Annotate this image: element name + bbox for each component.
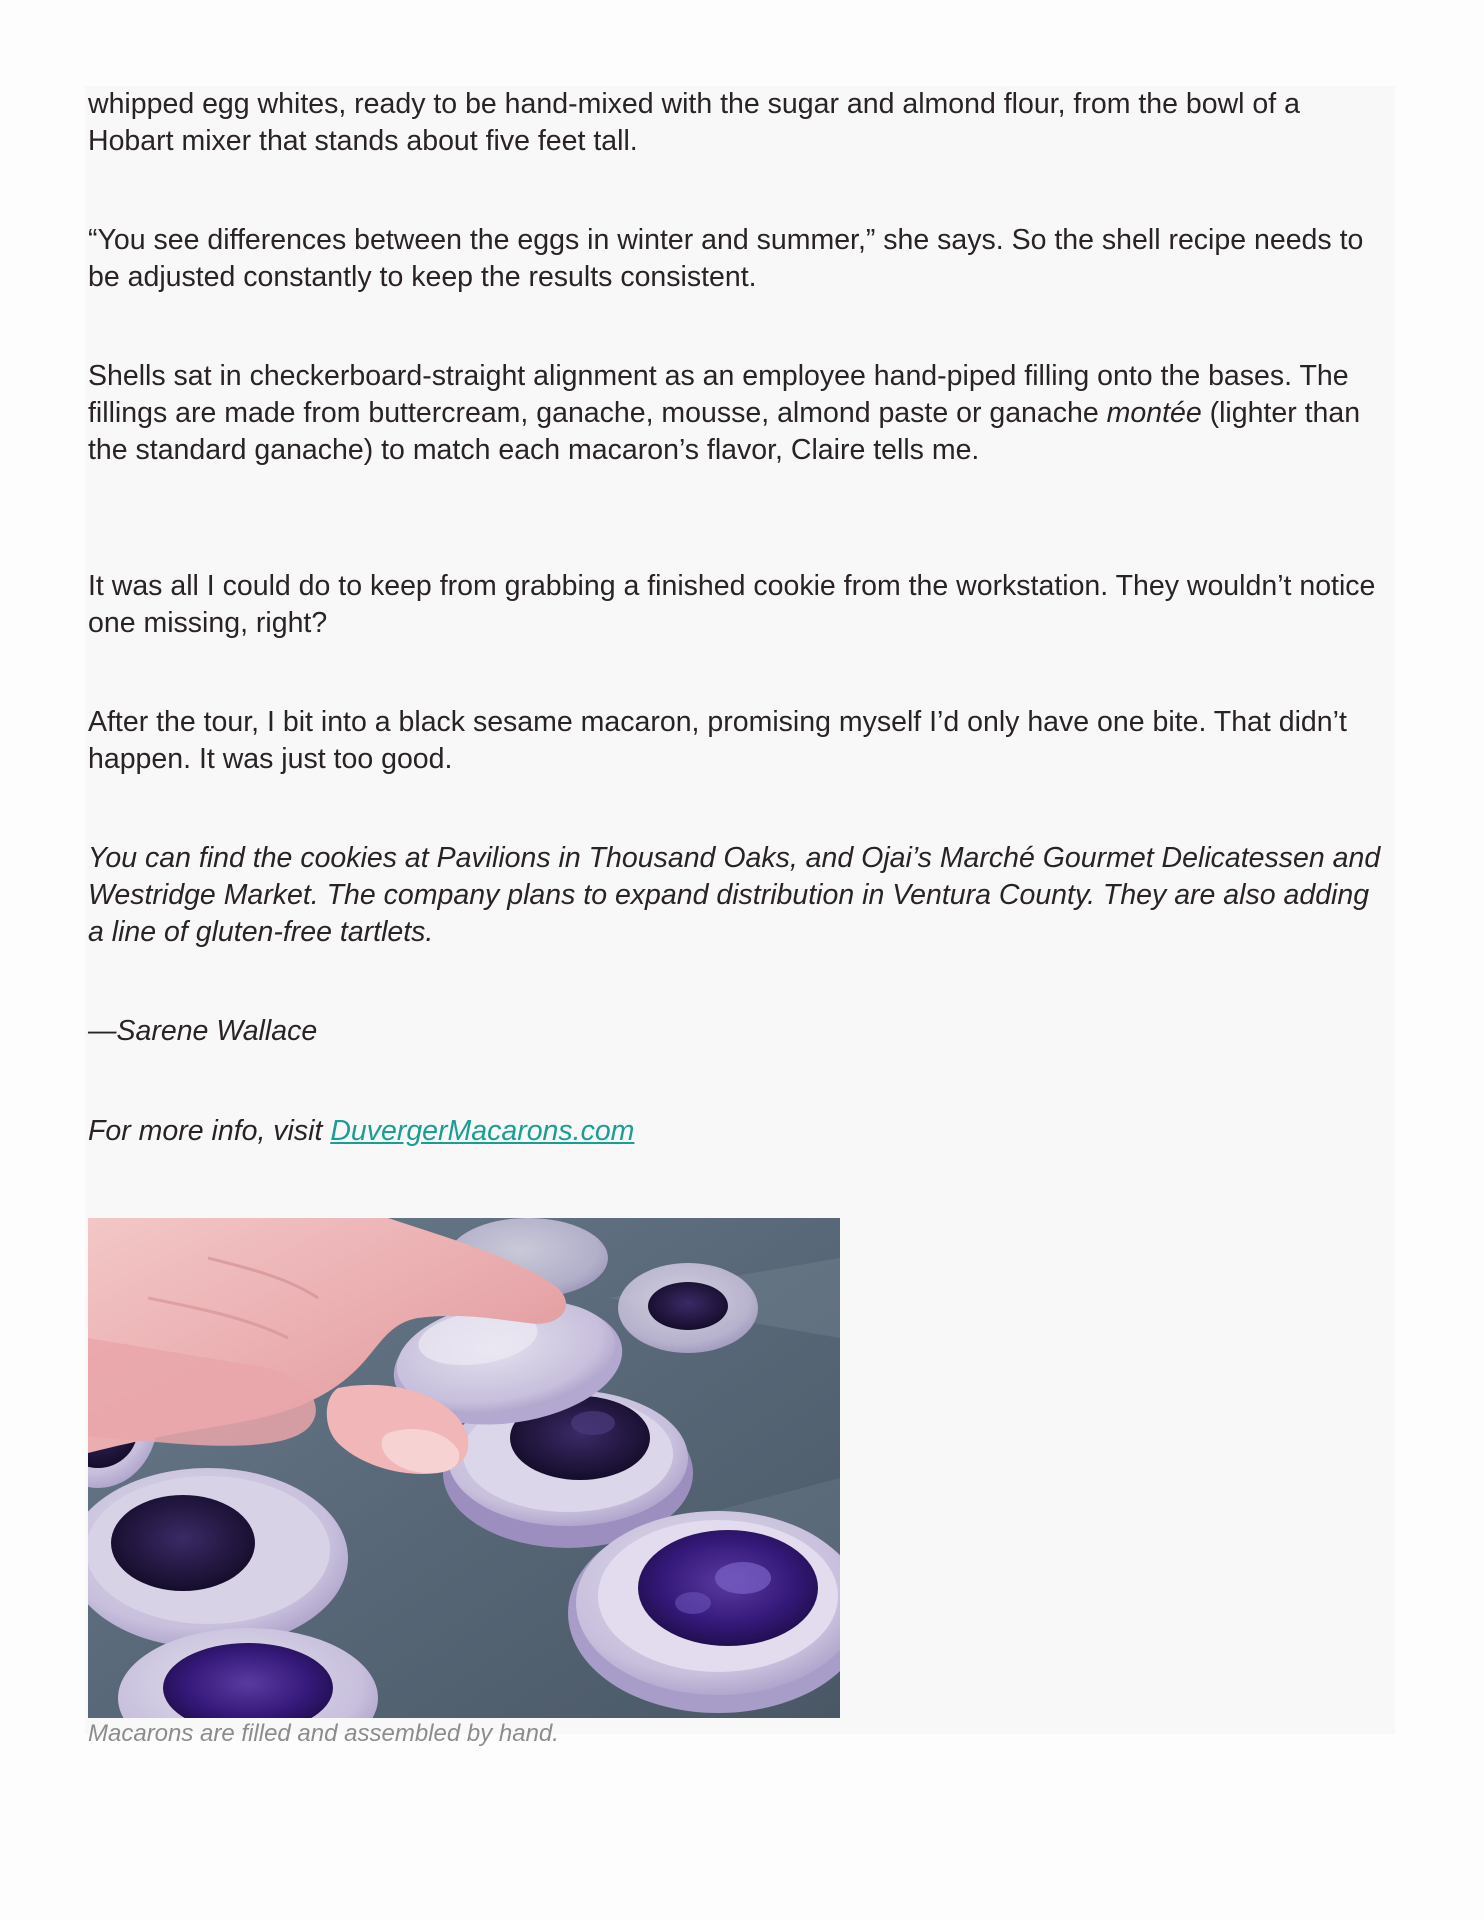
macaron-photo: [88, 1218, 840, 1718]
paragraph-egg-whites: whipped egg whites, ready to be hand-mixed with the sugar and almond flour, from the bowl of a Hobart mixer that stands about five feet tall.: [88, 88, 1300, 157]
montee-term: montée: [1106, 397, 1202, 429]
paragraph-black-sesame: After the tour, I bit into a black sesame macaron, promising myself I’d only have one bite. That didn’t happen. It was just too good.: [88, 706, 1347, 775]
macaron-assembly-illustration: [88, 1218, 840, 1718]
paragraph-eggs-seasons: “You see differences between the eggs in winter and summer,” she says. So the shell recipe needs to be adjusted constantly to keep the results consistent.: [88, 224, 1364, 293]
duverger-macarons-link[interactable]: DuvergerMacarons.com: [330, 1115, 635, 1147]
more-info-line: [88, 1113, 1388, 1150]
photo-caption: Macarons are filled and assembled by hand.: [88, 1720, 559, 1747]
byline: —Sarene Wallace: [88, 1015, 318, 1047]
paragraph-fillings: [88, 358, 1388, 469]
paragraph-where-to-find: You can find the cookies at Pavilions in Thousand Oaks, and Ojai’s Marché Gourmet Delicatessen and Westridge Market. The company plans to expand distribution in Ventura County. They are also adding a line of gluten-free tartlets.: [88, 842, 1381, 948]
paragraph-fillings-end: (lighter than the standard ganache) to match each macaron’s flavor, Claire tells me.: [88, 397, 1361, 466]
paragraph-workstation: It was all I could do to keep from grabbing a finished cookie from the workstation. They wouldn’t notice one missing, right?: [88, 570, 1376, 639]
paragraph-fillings-start: Shells sat in checkerboard-straight alignment as an employee hand-piped filling onto the bases. The fillings are made from buttercream, ganache, mousse, almond paste or ganache: [88, 360, 1349, 429]
more-info-prefix: For more info, visit: [88, 1115, 331, 1147]
